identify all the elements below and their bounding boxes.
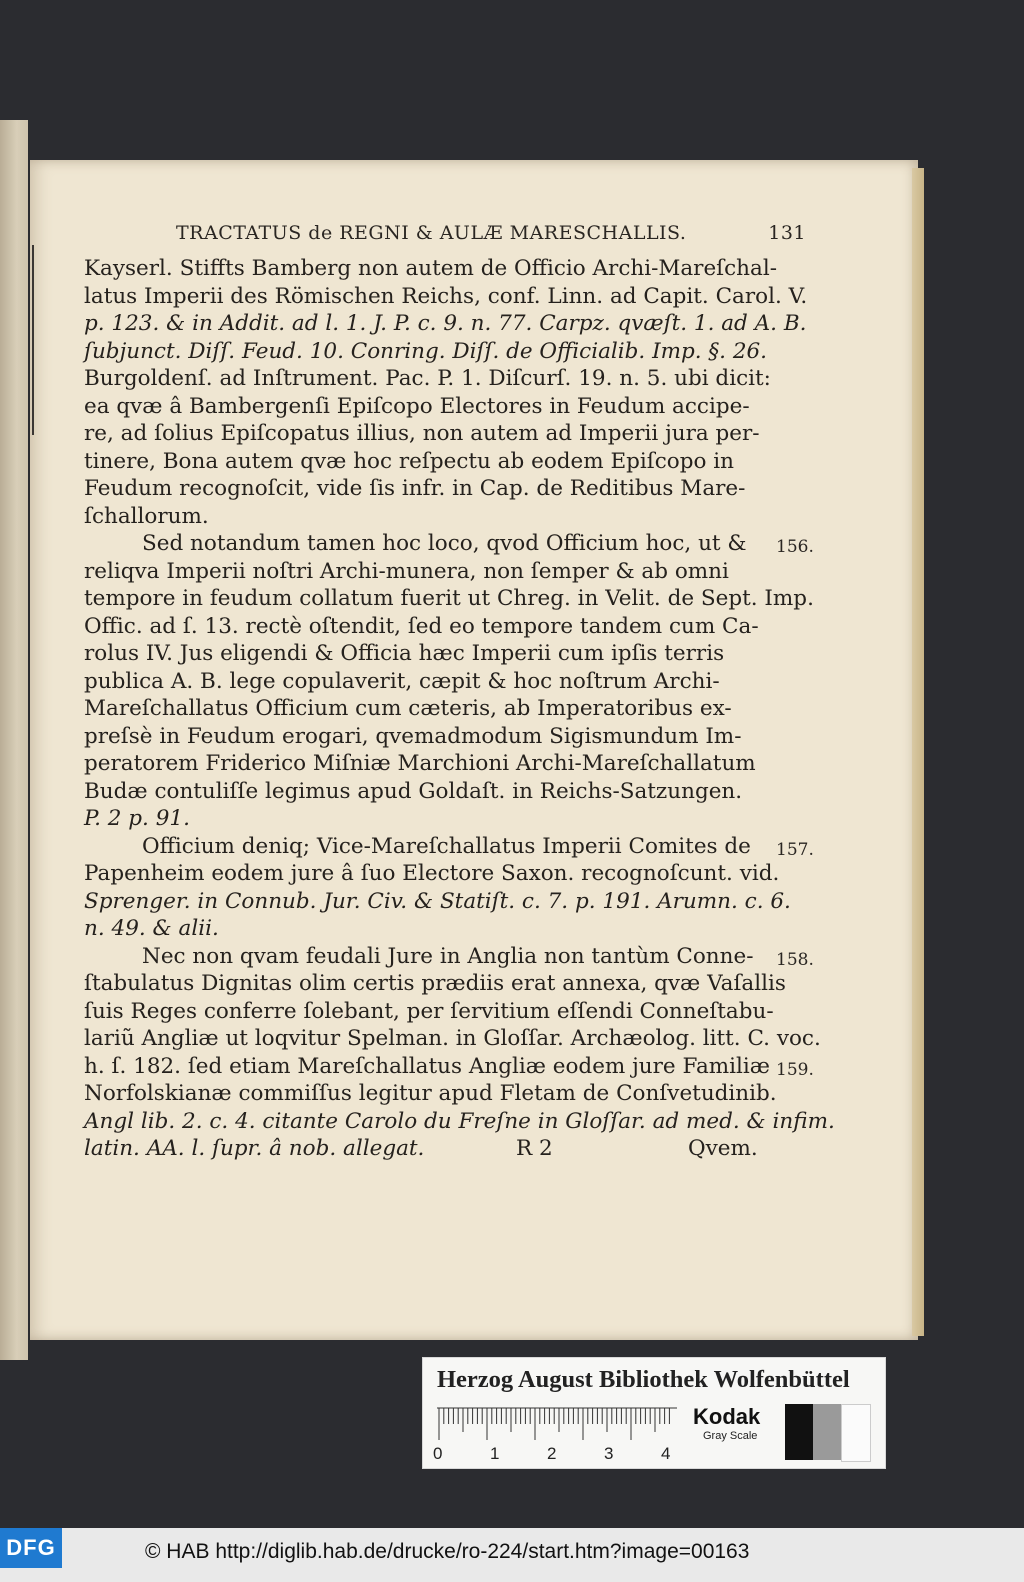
text-line: Feudum recognoſcit, vide ſis infr. in Cap. de Reditibus Mare- xyxy=(84,476,746,501)
text-line: latin. AA. l. ſupr. â nob. allegat. xyxy=(84,1136,425,1161)
text-line: Nec non qvam feudali Jure in Anglia non tantùm Conne- xyxy=(142,943,754,969)
page-edge xyxy=(912,168,924,1336)
text-line: re, ad ſolius Epiſcopatus illius, non autem ad Imperii jura per- xyxy=(84,421,760,446)
text-line: peratorem Friderico Miſniæ Marchioni Archi-Mareſchallatum xyxy=(84,751,756,776)
gray-patch xyxy=(813,1404,841,1460)
signature-mark: R 2 xyxy=(516,1136,553,1161)
kodak-logo: Kodak xyxy=(693,1404,761,1429)
text-line: Angl lib. 2. c. 4. citante Carolo du Freſne in Gloſſar. ad med. & infim. xyxy=(84,1108,835,1134)
text-line: Mareſchallatus Officium cum cæteris, ab Imperatoribus ex- xyxy=(84,696,732,721)
footer-bar xyxy=(0,1528,1024,1582)
text-line: ſubjunct. Diſſ. Feud. 10. Conring. Diſſ. de Officialib. Imp. §. 26. xyxy=(84,338,768,364)
ruler xyxy=(437,1406,677,1442)
ruler-number: 2 xyxy=(547,1444,557,1463)
body-text xyxy=(84,255,835,1163)
dfg-logo: DFG xyxy=(0,1528,62,1568)
text-line: tempore in feudum collatum fuerit ut Chreg. in Velit. de Sept. Imp. xyxy=(84,586,814,611)
margin-rule xyxy=(32,245,34,435)
previous-leaf-edge xyxy=(0,120,28,1360)
card-title: Herzog August Bibliothek Wolfenbüttel xyxy=(437,1366,850,1393)
page-number: 131 xyxy=(768,222,806,244)
text-line: lariũ Angliæ ut loqvitur Spelman. in Gloſſar. Archæolog. litt. C. voc. xyxy=(84,1026,821,1051)
gray-scale-label: Gray Scale xyxy=(703,1430,758,1442)
color-target-card xyxy=(422,1357,886,1469)
text-line: ſuis Reges conferre ſolebant, per ſervitium eſſendi Conneſtabu- xyxy=(84,998,774,1024)
text-line: Sprenger. in Connub. Jur. Civ. & Statiſt. c. 7. p. 191. Arumn. c. 6. xyxy=(84,888,791,914)
ruler-number: 4 xyxy=(661,1444,671,1463)
running-header xyxy=(176,222,806,244)
text-line: ſchallorum. xyxy=(84,503,209,529)
text-line: preſsè in Feudum erogari, qvemadmodum Sigismundum Im- xyxy=(84,723,742,749)
marginal-number: 158. xyxy=(776,949,814,970)
text-line: P. 2 p. 91. xyxy=(84,806,190,831)
text-line: h. ſ. 182. ſed etiam Mareſchallatus Angliæ eodem jure Familiæ xyxy=(84,1053,770,1079)
text-line: latus Imperii des Römischen Reichs, conf. Linn. ad Capit. Carol. V. xyxy=(84,283,808,309)
footer-credit: © HAB http://diglib.hab.de/drucke/ro-224/start.htm?image=00163 xyxy=(145,1540,750,1563)
text-line: reliqva Imperii noſtri Archi-munera, non ſemper & ab omni xyxy=(84,558,729,584)
header-title: TRACTATUS de REGNI & AULÆ MARESCHALLIS. xyxy=(176,222,687,244)
text-line: Offic. ad ſ. 13. rectè oſtendit, ſed eo tempore tandem cum Ca- xyxy=(84,613,759,639)
text-line: n. 49. & alii. xyxy=(84,916,219,941)
marginal-number: 159. xyxy=(776,1059,814,1080)
catchword: Qvem. xyxy=(688,1136,758,1161)
text-line: p. 123. & in Addit. ad l. 1. J. P. c. 9. n. 77. Carpz. qvæſt. 1. ad A. B. xyxy=(84,311,807,336)
ruler-number: 3 xyxy=(604,1444,614,1463)
text-line: rolus IV. Jus eligendi & Officia hæc Imperii cum ipſis terris xyxy=(84,641,725,666)
text-line: tinere, Bona autem qvæ hoc reſpectu ab eodem Epiſcopo in xyxy=(84,448,735,474)
text-line: ſtabulatus Dignitas olim certis prædiis erat annexa, qvæ Vaſallis xyxy=(84,971,786,996)
text-line: Sed notandum tamen hoc loco, qvod Officium hoc, ut & xyxy=(142,531,747,556)
black-patch xyxy=(785,1404,813,1460)
text-line: Papenheim eodem jure â ſuo Electore Saxon. recognoſcunt. vid. xyxy=(84,861,780,886)
white-patch xyxy=(841,1404,871,1462)
text-line: Officium deniq; Vice-Mareſchallatus Imperii Comites de xyxy=(142,833,751,859)
marginal-number: 156. xyxy=(776,537,814,557)
last-line-row xyxy=(84,1135,784,1163)
text-line: Kayserl. Stiffts Bamberg non autem de Officio Archi-Mareſchal- xyxy=(84,256,777,281)
ruler-number: 1 xyxy=(490,1444,500,1463)
ruler-number: 0 xyxy=(433,1444,443,1463)
text-line: Budæ contuliſſe legimus apud Goldaſt. in Reichs-Satzungen. xyxy=(84,778,743,804)
text-line: Burgoldenſ. ad Inſtrument. Pac. P. 1. Diſcurſ. 19. n. 5. ubi dicit: xyxy=(84,366,771,391)
marginal-number: 157. xyxy=(776,839,814,860)
text-line: publica A. B. lege copulaverit, cæpit & hoc noſtrum Archi- xyxy=(84,668,720,694)
text-line: Norfolskianæ commiſſus legitur apud Fletam de Conſvetudinib. xyxy=(84,1081,777,1106)
text-line: ea qvæ â Bambergenſi Epiſcopo Electores in Feudum accipe- xyxy=(84,393,750,419)
